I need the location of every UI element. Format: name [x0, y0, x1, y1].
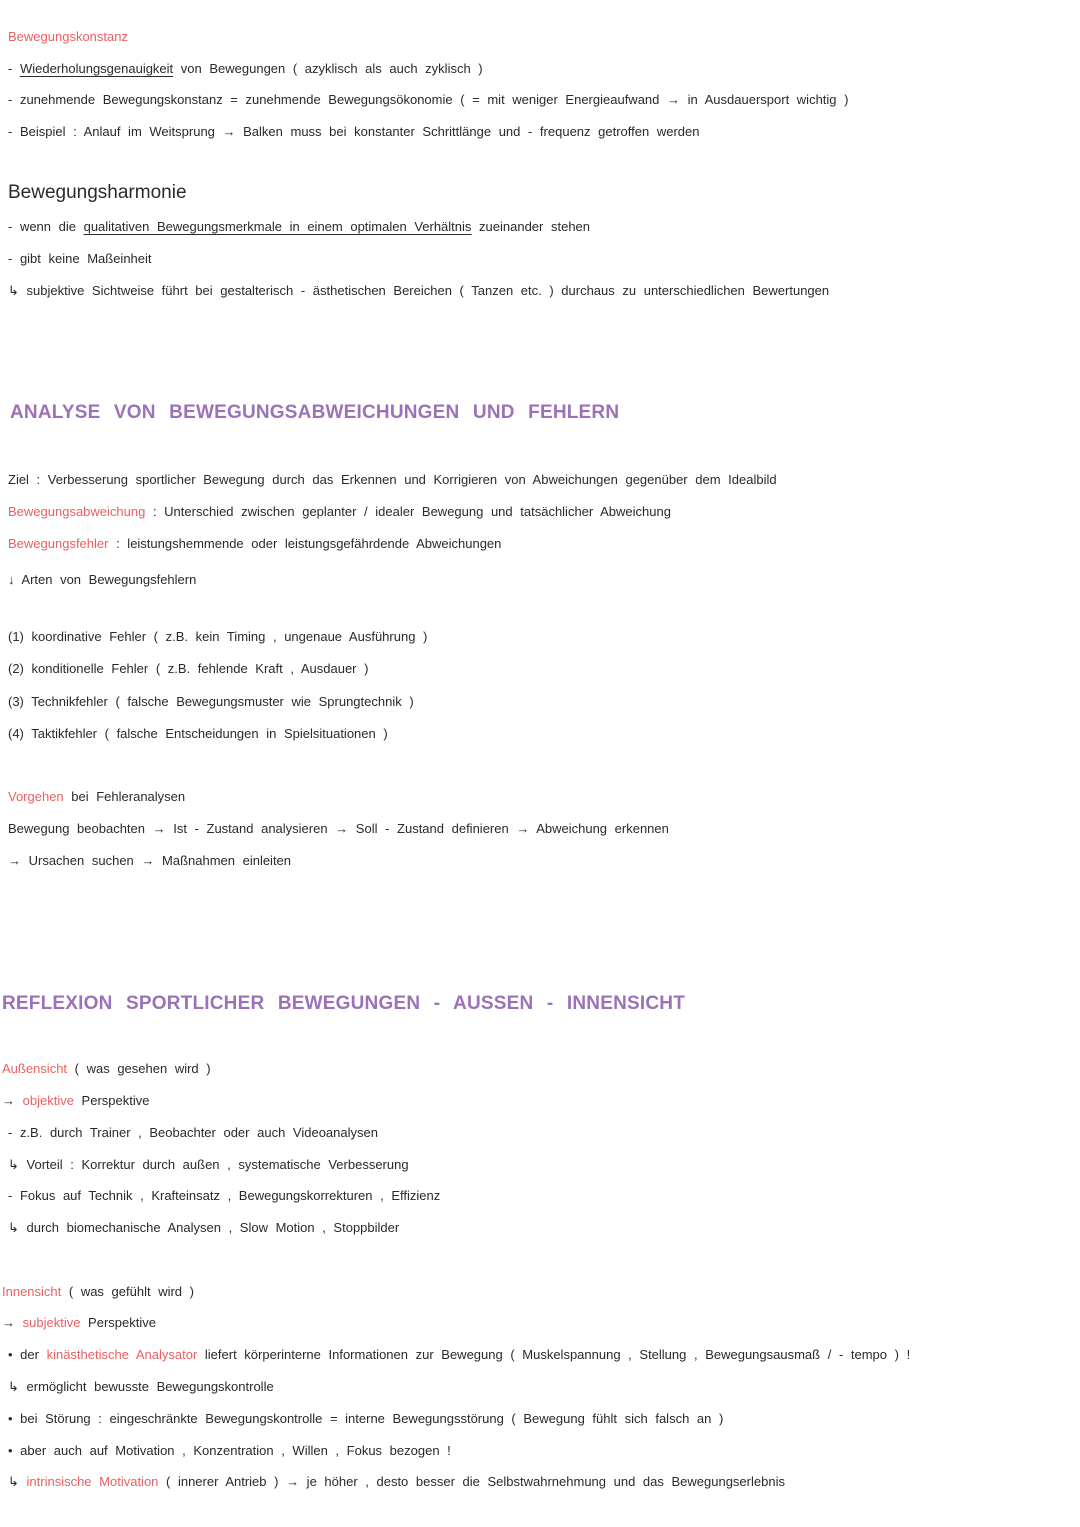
note-text: (2) konditionelle Fehler ( z.B. fehlende Kraft , Ausdauer ) — [8, 661, 369, 676]
note-line — [2, 1314, 156, 1332]
note-text: - Fokus auf Technik , Krafteinsatz , Bewegungskorrekturen , Effizienz — [8, 1188, 441, 1203]
note-line — [2, 1092, 149, 1110]
highlighted-term: objektive — [22, 1093, 74, 1108]
note-text: → Ursachen suchen → Maßnahmen einleiten — [8, 853, 292, 868]
note-line — [8, 1124, 378, 1142]
highlighted-term: subjektive — [22, 1315, 81, 1330]
subsection-heading — [8, 181, 187, 205]
note-line — [8, 1187, 440, 1205]
note-text: → — [2, 1093, 23, 1108]
note-line — [8, 1378, 274, 1396]
note-text: bei Fehleranalysen — [63, 789, 186, 804]
note-text: - z.B. durch Trainer , Beobachter oder auch Videoanalysen — [8, 1125, 378, 1140]
note-text: - gibt keine Maßeinheit — [8, 251, 152, 266]
note-text: REFLEXION SPORTLICHER BEWEGUNGEN - AUSSEN - INNENSICHT — [2, 993, 686, 1014]
note-text: Bewegung beobachten → Ist - Zustand analysieren → Soll - Zustand definieren → Abweichung erkennen — [8, 821, 669, 836]
note-line — [8, 1410, 723, 1428]
note-text: ANALYSE VON BEWEGUNGSABWEICHUNGEN UND FEHLERN — [10, 402, 620, 423]
highlighted-term: kinästhetische Analysator — [46, 1347, 198, 1362]
note-line — [8, 1442, 451, 1460]
note-line — [8, 852, 291, 870]
note-text: qualitativen Bewegungsmerkmale in einem optimalen Verhältnis — [83, 219, 472, 234]
note-line — [8, 1219, 399, 1237]
note-line — [8, 1156, 409, 1174]
note-text: Bewegungsharmonie — [8, 182, 187, 203]
note-text: ↳ — [8, 1474, 27, 1489]
note-line — [8, 571, 196, 589]
note-text: : leistungshemmende oder leistungsgefährdende Abweichungen — [108, 536, 502, 551]
note-text: - Beispiel : Anlauf im Weitsprung → Balken muss bei konstanter Schrittlänge und - frequenz getroffen werden — [8, 124, 700, 139]
note-line — [8, 820, 669, 838]
note-text: → — [2, 1315, 23, 1330]
highlighted-term: Innensicht — [2, 1284, 62, 1299]
note-text: (4) Taktikfehler ( falsche Entscheidungen in Spielsituationen ) — [8, 726, 388, 741]
note-text: ( was gefühlt wird ) — [61, 1284, 194, 1299]
note-text: ↳ ermöglicht bewusste Bewegungskontrolle — [8, 1379, 274, 1394]
note-line — [8, 60, 483, 78]
highlighted-term: Bewegungskonstanz — [8, 29, 128, 44]
note-line — [2, 1060, 211, 1078]
note-text: - zunehmende Bewegungskonstanz = zunehmende Bewegungsökonomie ( = mit weniger Energieaufwand → in Ausdauersport wichtig ) — [8, 92, 849, 107]
note-text: ↳ durch biomechanische Analysen , Slow Motion , Stoppbilder — [8, 1220, 400, 1235]
note-line — [8, 693, 414, 711]
note-text: • der — [8, 1347, 47, 1362]
note-text: • aber auch auf Motivation , Konzentration , Willen , Fokus bezogen ! — [8, 1443, 451, 1458]
highlighted-term: Bewegungsfehler — [8, 536, 109, 551]
note-text: - wenn die — [8, 219, 84, 234]
note-text: • bei Störung : eingeschränkte Bewegungskontrolle = interne Bewegungsstörung ( Bewegung fühlt sich falsch an ) — [8, 1411, 724, 1426]
note-text: zueinander stehen — [471, 219, 591, 234]
note-text: Wiederholungsgenauigkeit — [19, 61, 174, 76]
note-line — [8, 1473, 785, 1491]
note-text: ↓ Arten von Bewegungsfehlern — [8, 572, 197, 587]
section-heading — [2, 992, 685, 1016]
highlighted-term: Vorgehen — [8, 789, 64, 804]
note-line — [8, 91, 848, 109]
note-text: (1) koordinative Fehler ( z.B. kein Timing , ungenaue Ausführung ) — [8, 629, 428, 644]
note-line — [8, 628, 427, 646]
note-line — [8, 123, 699, 141]
note-line — [8, 503, 671, 521]
note-line — [8, 218, 590, 236]
note-text: ↳ Vorteil : Korrektur durch außen , systematische Verbesserung — [8, 1157, 409, 1172]
note-text: Perspektive — [80, 1315, 156, 1330]
note-text: - — [8, 61, 20, 76]
note-text: von Bewegungen ( azyklisch als auch zyklisch ) — [173, 61, 483, 76]
note-line — [8, 471, 777, 489]
note-text: (3) Technikfehler ( falsche Bewegungsmuster wie Sprungtechnik ) — [8, 694, 414, 709]
note-text: liefert körperinterne Informationen zur Bewegung ( Muskelspannung , Stellung , Bewegungsausmaß / - tempo ) ! — [197, 1347, 911, 1362]
subsection-heading — [8, 28, 128, 46]
note-line — [2, 1283, 194, 1301]
note-text: : Unterschied zwischen geplanter / idealer Bewegung und tatsächlicher Abweichung — [145, 504, 671, 519]
note-line — [8, 660, 368, 678]
note-text: Ziel : Verbesserung sportlicher Bewegung durch das Erkennen und Korrigieren von Abweichungen gegenüber dem Idealbild — [8, 472, 777, 487]
note-line — [8, 282, 829, 300]
note-line — [8, 535, 501, 553]
note-text: ( was gesehen wird ) — [67, 1061, 211, 1076]
note-line — [8, 1346, 910, 1364]
note-text: ↳ subjektive Sichtweise führt bei gestalterisch - ästhetischen Bereichen ( Tanzen etc. ) durchaus zu unterschiedlichen Bewertungen — [8, 283, 830, 298]
note-line — [8, 725, 388, 743]
note-line — [8, 788, 185, 806]
highlighted-term: Bewegungsabweichung — [8, 504, 146, 519]
note-line — [8, 250, 152, 268]
note-text: Perspektive — [73, 1093, 150, 1108]
note-text: ( innerer Antrieb ) → je höher , desto besser die Selbstwahrnehmung und das Bewegungserlebnis — [158, 1474, 785, 1489]
section-heading — [10, 401, 619, 425]
highlighted-term: intrinsische Motivation — [26, 1474, 159, 1489]
highlighted-term: Außensicht — [2, 1061, 68, 1076]
